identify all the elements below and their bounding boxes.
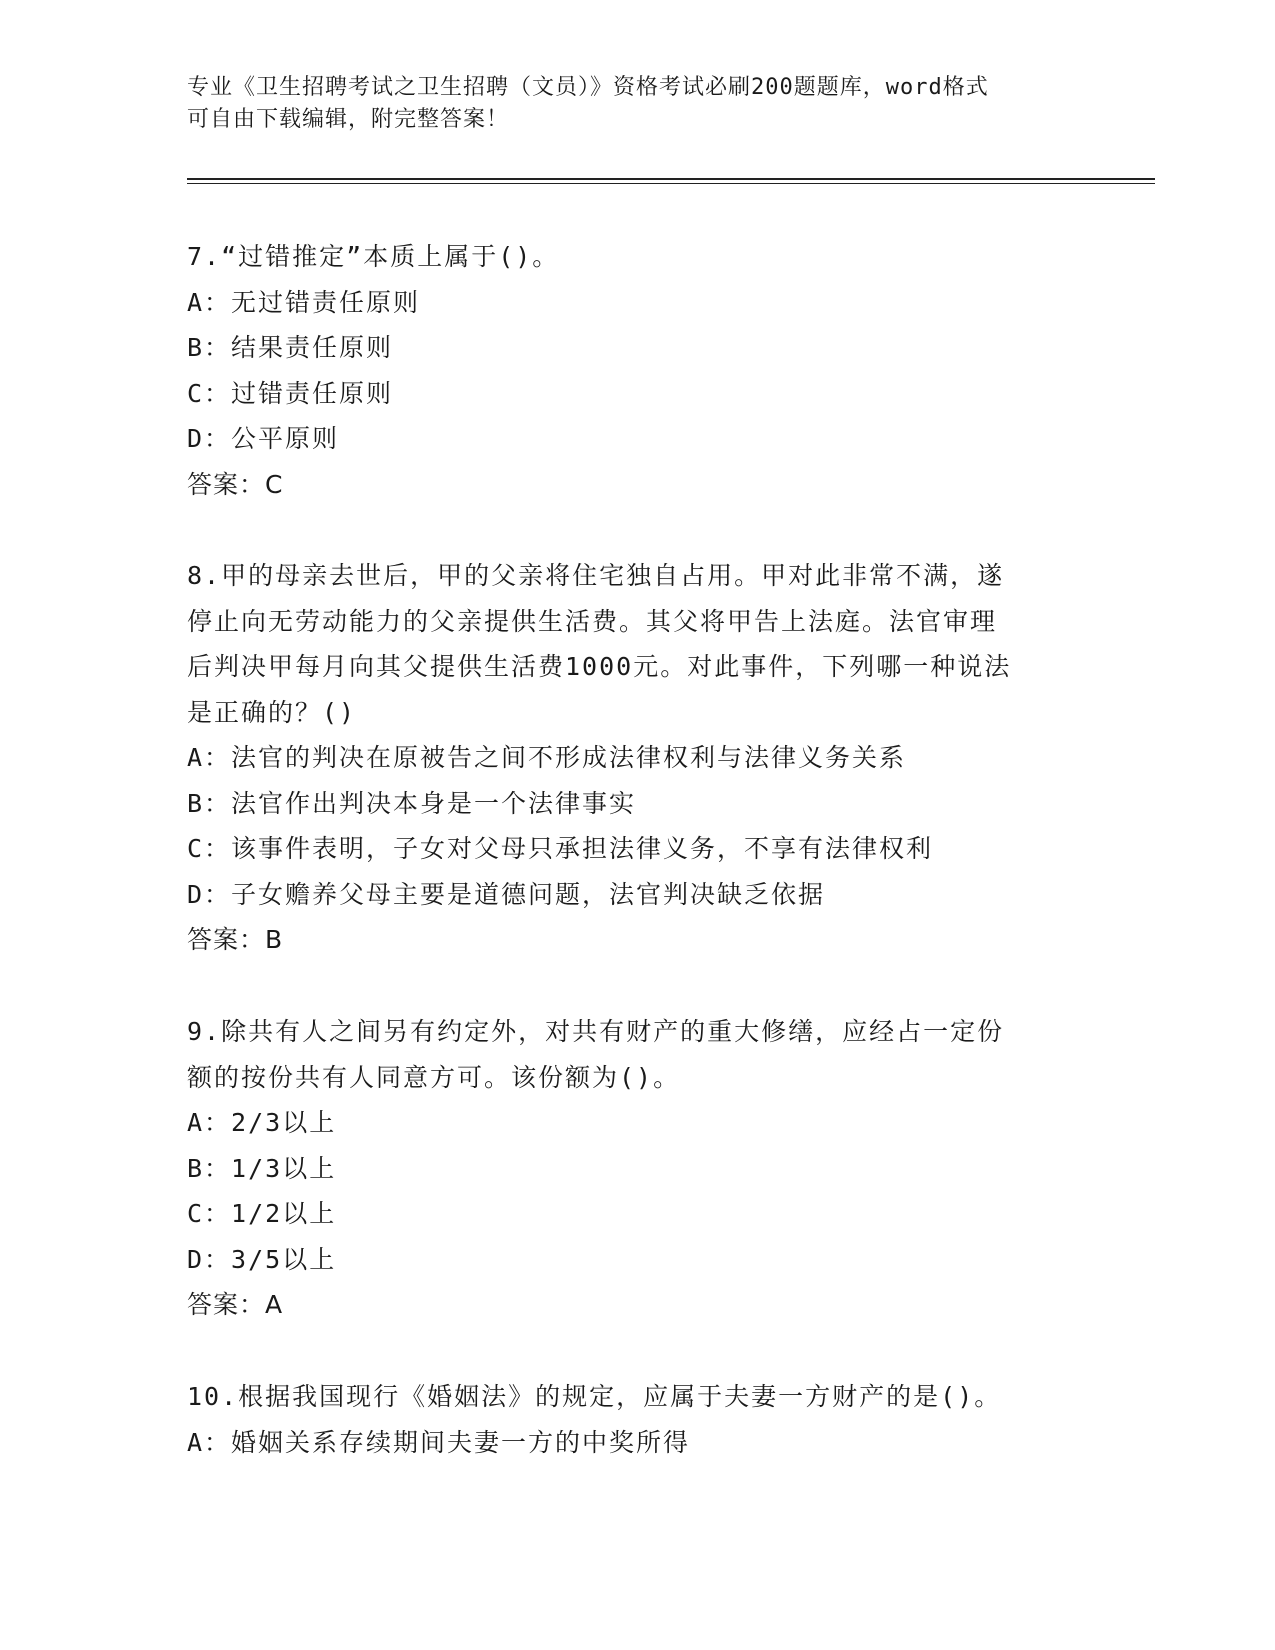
- option-b: B：1/3以上: [187, 1153, 337, 1183]
- header-line: 可自由下载编辑，附完整答案！: [187, 107, 510, 132]
- question-stem: 后判决甲每月向其父提供生活费1000元。对此事件，下列哪一种说法: [187, 652, 1012, 681]
- question-stem: 额的按份共有人同意方可。该份额为()。: [187, 1062, 681, 1092]
- header-line: 专业《卫生招聘考试之卫生招聘（文员）》资格考试必刷200题题库，word格式: [187, 75, 989, 100]
- question-stem: 9.除共有人之间另有约定外，对共有财产的重大修缮，应经占一定份: [187, 1017, 1005, 1046]
- option-c: C：过错责任原则: [187, 378, 394, 408]
- header-divider-thin: [187, 183, 1155, 184]
- answer: 答案：B: [187, 925, 284, 954]
- question-10: [187, 1374, 1087, 1465]
- option-d: D：公平原则: [187, 424, 340, 453]
- document-header: [187, 72, 1087, 136]
- question-stem: 8.甲的母亲去世后，甲的父亲将住宅独自占用。甲对此非常不满，遂: [187, 561, 1005, 590]
- option-d: D：3/5以上: [187, 1244, 337, 1274]
- answer: 答案：A: [187, 1290, 284, 1319]
- option-a: A：婚姻关系存续期间夫妻一方的中奖所得: [187, 1427, 691, 1457]
- question-stem: 7.“过错推定”本质上属于()。: [187, 242, 560, 271]
- option-a: A：2/3以上: [187, 1108, 337, 1137]
- option-b: B：结果责任原则: [187, 333, 394, 362]
- option-a: A：无过错责任原则: [187, 287, 421, 317]
- option-c: C：1/2以上: [187, 1199, 337, 1228]
- question-stem: 10.根据我国现行《婚姻法》的规定，应属于夫妻一方财产的是()。: [187, 1382, 1002, 1411]
- question-7: [187, 234, 1087, 507]
- answer: 答案：C: [187, 469, 284, 499]
- option-c: C：该事件表明，子女对父母只承担法律义务，不享有法律权利: [187, 834, 934, 863]
- option-d: D：子女赡养父母主要是道德问题，法官判决缺乏依据: [187, 879, 826, 909]
- question-stem: 停止向无劳动能力的父亲提供生活费。其父将甲告上法庭。法官审理: [187, 606, 998, 636]
- header-divider: [187, 178, 1155, 180]
- question-stem: 是正确的？(): [187, 697, 357, 727]
- option-b: B：法官作出判决本身是一个法律事实: [187, 788, 637, 818]
- question-8: [187, 553, 1087, 963]
- question-9: [187, 1009, 1087, 1328]
- option-a: A：法官的判决在原被告之间不形成法律权利与法律义务关系: [187, 743, 907, 772]
